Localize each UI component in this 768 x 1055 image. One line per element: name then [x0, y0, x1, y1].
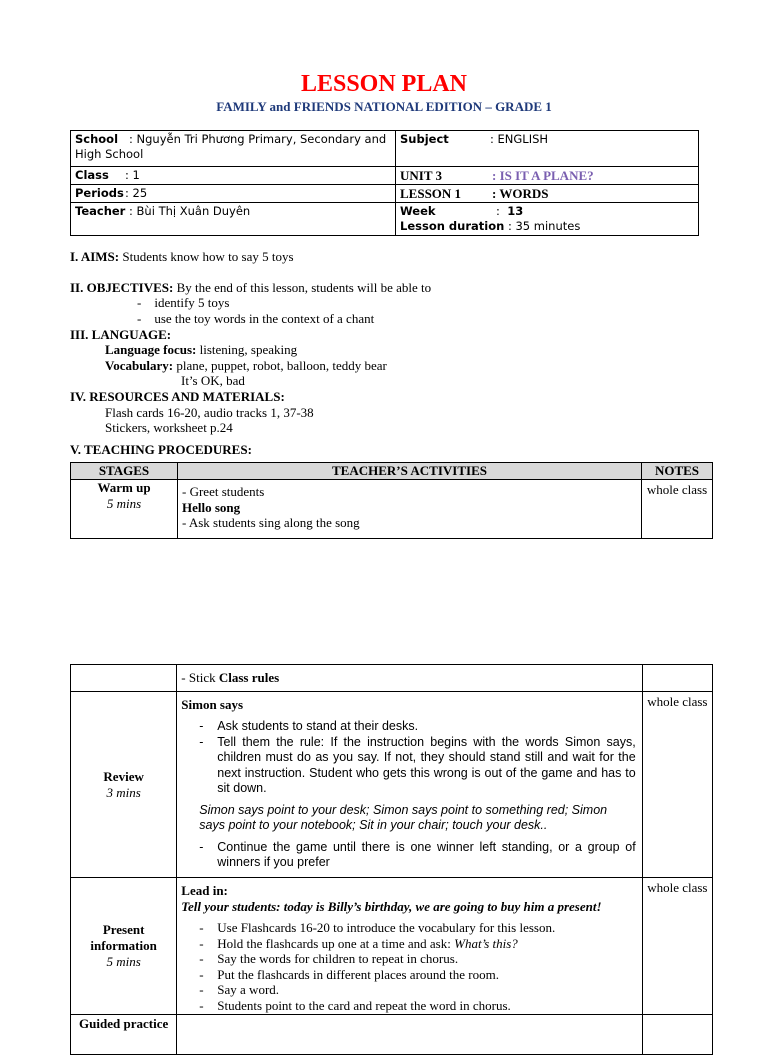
- table-row: [71, 692, 713, 878]
- review-steps: [181, 719, 635, 797]
- note-cell: [642, 1015, 712, 1055]
- list-item: [181, 936, 637, 952]
- stage-time: 5 mins: [106, 954, 141, 969]
- aims-text: Students know how to say 5 toys: [122, 249, 294, 264]
- list-item: - Continue the game until there is one winner left standing, or a group of winners if you prefer: [181, 840, 635, 871]
- activity-cell: [178, 480, 642, 539]
- objective-item-text: identify 5 toys: [154, 295, 230, 310]
- column-header-stages: STAGES: [71, 463, 178, 480]
- activity-cell: [177, 878, 642, 1015]
- stage-name: Guided practice: [71, 1015, 177, 1055]
- activity-cell: [177, 1015, 642, 1055]
- note-cell: [642, 665, 712, 692]
- lesson-cell: [396, 185, 699, 203]
- resources-line-2: Stickers, worksheet p.24: [105, 420, 233, 435]
- stage-name: Review: [103, 768, 144, 784]
- review-steps-end: [181, 840, 635, 871]
- resources-heading: IV. RESOURCES AND MATERIALS:: [70, 389, 285, 404]
- teacher-cell: [71, 203, 396, 236]
- lesson-info-table: [70, 130, 699, 236]
- lead-in-text: Tell your students: today is Billy’s birthday, we are going to buy him a present!: [181, 899, 602, 914]
- list-item: - Say a word.: [181, 982, 637, 998]
- teacher-value: : Bùi Thị Xuân Duyên: [129, 204, 251, 218]
- unit-cell: [396, 167, 699, 185]
- objective-item: - identify 5 toys: [137, 295, 230, 310]
- subject-value: : ENGLISH: [490, 132, 549, 146]
- procedures-table: [70, 462, 713, 539]
- stage-time: 5 mins: [106, 496, 142, 511]
- stage-cell: [71, 692, 177, 878]
- note-cell: whole class: [642, 480, 713, 539]
- song-title: Hello song: [182, 499, 241, 515]
- document-title: LESSON PLAN: [300, 71, 468, 97]
- list-item-text: Hold the flashcards up one at a time and ask:: [217, 935, 455, 951]
- objectives-line: [70, 280, 431, 296]
- table-row: [71, 665, 713, 692]
- objectives-text: By the end of this lesson, students will be able to: [176, 280, 432, 295]
- list-item: - Ask students to stand at their desks.: [181, 719, 635, 735]
- activity-cell: [177, 665, 642, 692]
- week-label: Week: [400, 204, 436, 218]
- rules-prefix: - Stick: [181, 670, 219, 685]
- class-cell: [71, 167, 396, 185]
- present-steps: [181, 920, 637, 1013]
- activity-cell: [177, 692, 642, 878]
- aims-heading: I. AIMS:: [70, 249, 120, 264]
- note-cell: whole class: [642, 878, 712, 1015]
- class-label: Class: [75, 168, 109, 182]
- duration-label: Lesson duration: [400, 219, 505, 233]
- vocabulary-line: [105, 358, 387, 374]
- table-row: [71, 878, 713, 1015]
- school-value: : Nguyễn Tri Phương Primary, Secondary and High School: [75, 132, 387, 161]
- unit-value: : IS IT A PLANE?: [492, 168, 594, 183]
- question-text: What’s this?: [454, 935, 518, 951]
- aims-line: [70, 249, 294, 265]
- column-header-notes: NOTES: [642, 463, 713, 480]
- column-header-activities: TEACHER’S ACTIVITIES: [178, 463, 642, 480]
- procedures-heading: V. TEACHING PROCEDURES:: [70, 442, 252, 457]
- list-item: - Use Flashcards 16-20 to introduce the vocabulary for this lesson.: [181, 920, 637, 936]
- unit-label: UNIT 3: [400, 168, 443, 183]
- periods-cell: [71, 185, 396, 203]
- document-subtitle: FAMILY and FRIENDS NATIONAL EDITION – GRADE 1: [216, 99, 552, 114]
- week-colon: :: [496, 204, 500, 218]
- table-row: [71, 480, 713, 539]
- list-item: - Put the flashcards in different places around the room.: [181, 967, 637, 983]
- week-duration-cell: [396, 203, 699, 236]
- objective-item-text: use the toy words in the context of a chant: [154, 311, 375, 326]
- objective-item: - use the toy words in the context of a chant: [137, 311, 375, 326]
- stage-cell: [71, 665, 177, 692]
- school-cell: [71, 131, 396, 167]
- resources-line-1: Flash cards 16-20, audio tracks 1, 37-38: [105, 405, 314, 420]
- vocabulary-label: Vocabulary:: [105, 358, 174, 373]
- class-value: : 1: [125, 168, 140, 182]
- language-heading: III. LANGUAGE:: [70, 327, 172, 342]
- lead-in-label: Lead in:: [181, 883, 228, 898]
- stage-cell: [71, 878, 177, 1015]
- list-item: - Say the words for children to repeat in chorus.: [181, 951, 637, 967]
- subject-cell: [396, 131, 699, 167]
- table-row: [71, 1015, 713, 1055]
- subject-label: Subject: [400, 132, 449, 146]
- procedures-table-continued: [70, 664, 713, 1055]
- language-focus-label: Language focus:: [105, 342, 197, 357]
- list-item: - Students point to the card and repeat the word in chorus.: [181, 998, 637, 1014]
- periods-label: Periods: [75, 186, 124, 200]
- activity-line: - Greet students: [182, 484, 265, 499]
- duration-value: : 35 minutes: [507, 219, 581, 233]
- example-commands: Simon says point to your desk; Simon says point to something red; Simon says point to your notebook; Sit in your chair; touch your desk..: [199, 802, 608, 832]
- stage-time: 3 mins: [106, 784, 141, 800]
- school-label: School: [75, 132, 119, 146]
- note-cell: whole class: [642, 692, 712, 878]
- stage-name: Warm up: [97, 480, 151, 495]
- language-focus-line: [105, 342, 297, 358]
- list-item: - Tell them the rule: If the instruction begins with the words Simon says, children must do as you say. If not, they should stand still and wait for the next instruction. Student who gets this wrong is out of the game and has to sit down.: [181, 735, 635, 797]
- stage-name: Present information: [90, 922, 157, 953]
- teacher-label: Teacher: [75, 204, 126, 218]
- activity-line: - Ask students sing along the song: [182, 515, 360, 530]
- lesson-label: LESSON 1: [400, 186, 462, 201]
- week-value: 13: [507, 204, 524, 218]
- objectives-heading: II. OBJECTIVES:: [70, 280, 174, 295]
- game-title: Simon says: [181, 697, 244, 712]
- lesson-value: : WORDS: [492, 186, 549, 201]
- rules-text: Class rules: [218, 670, 280, 685]
- stage-cell: [71, 480, 178, 539]
- vocabulary-text-2: It’s OK, bad: [181, 373, 245, 388]
- periods-value: : 25: [125, 186, 148, 200]
- language-focus-text: listening, speaking: [199, 342, 298, 357]
- vocabulary-text: plane, puppet, robot, balloon, teddy bear: [176, 358, 387, 373]
